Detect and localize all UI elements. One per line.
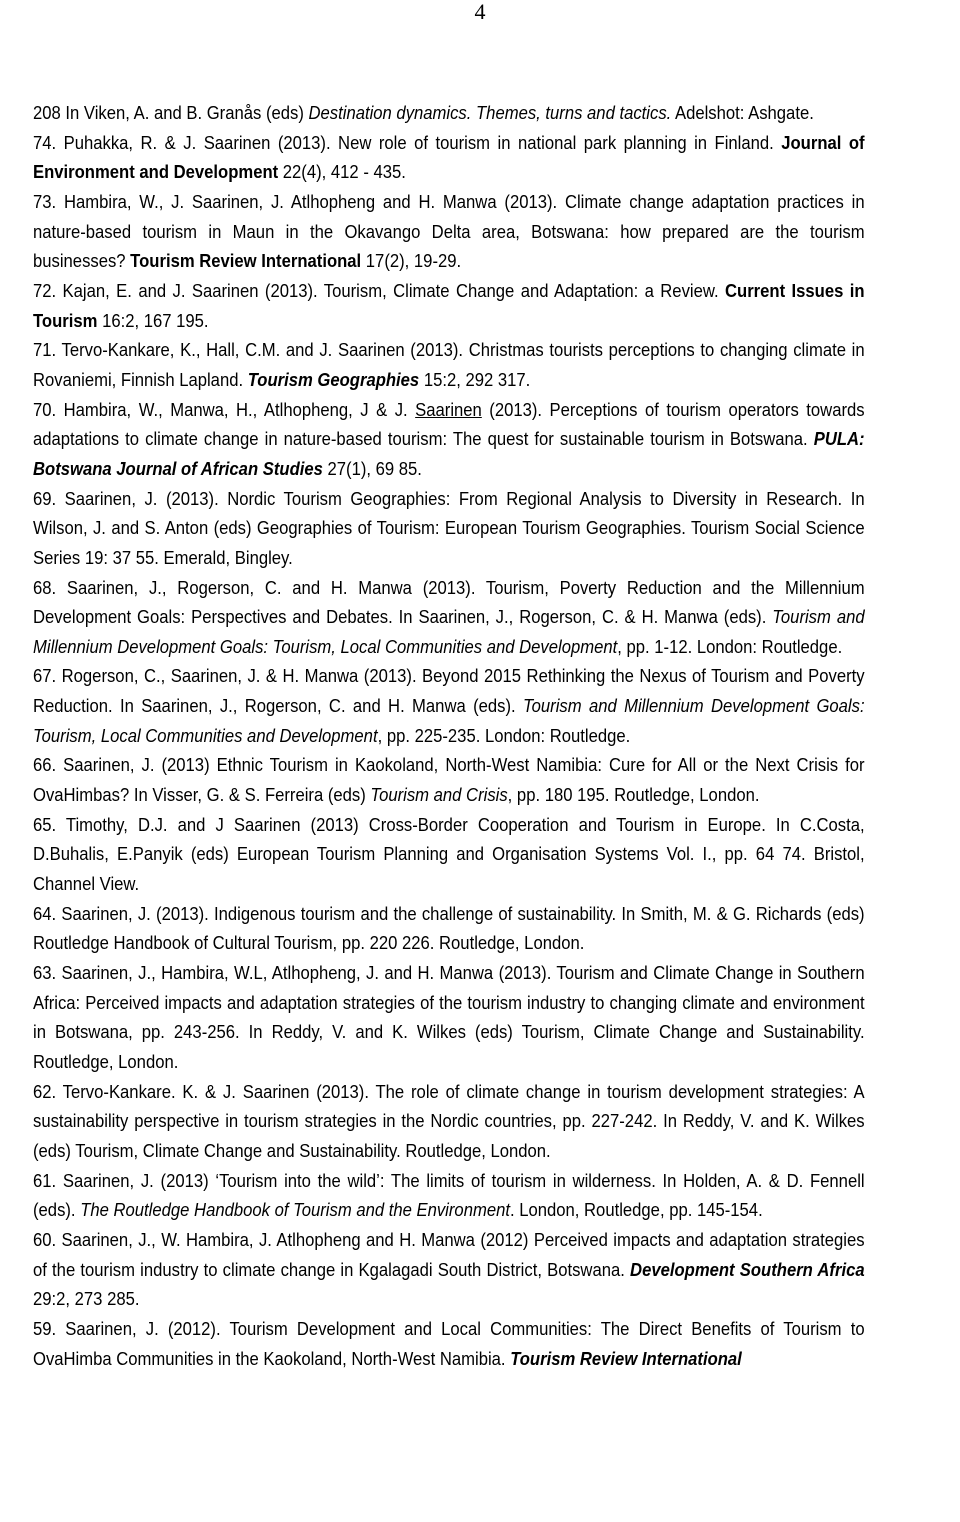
reference-entry [33, 1314, 865, 1373]
reference-text: 15:2, 292 317. [419, 368, 531, 390]
reference-text: 59. Saarinen, J. (2012). Tourism Development and Local Communities: The Direct Benefits of Tourism to OvaHimba Communities in the Kaokoland, North-West Namibia. [33, 1317, 865, 1369]
reference-entry [33, 1225, 865, 1314]
reference-text: 64. Saarinen, J. (2013). Indigenous tourism and the challenge of sustainability. In Smith, M. & G. Richards (eds) Routledge Handbook of Cultural Tourism, pp. 220 226. Routledge, London. [33, 902, 865, 954]
reference-emphasis: Saarinen [415, 398, 482, 420]
reference-entry [33, 395, 865, 484]
reference-emphasis: Tourism and Millennium Development Goals: Tourism, Local Communities and Development [33, 695, 865, 746]
reference-text: 60. Saarinen, J., W. Hambira, J. Atlhopheng and H. Manwa (2012) Perceived impacts and adaptation strategies of the tourism industry to climate change in Kgalagadi South District, Botswana. [33, 1228, 865, 1280]
reference-text: 66. Saarinen, J. (2013) Ethnic Tourism in Kaokoland, North-West Namibia: Cure for All or the Next Crisis for OvaHimbas? In Visser, G. & S. Ferreira (eds) [33, 754, 865, 806]
reference-text: , pp. 180 195. Routledge, London. [507, 784, 760, 806]
reference-entry [33, 958, 865, 1077]
reference-text: 68. Saarinen, J., Rogerson, C. and H. Manwa (2013). Tourism, Poverty Reduction and the Millennium Development Goals: Perspectives and Debates. In Saarinen, J., Rogerson, C. & H. Manwa (eds). [33, 576, 865, 628]
reference-text: , pp. 1-12. London: Routledge. [617, 635, 843, 657]
reference-emphasis: Tourism Review International [510, 1347, 742, 1369]
reference-text: 63. Saarinen, J., Hambira, W.L, Atlhopheng, J. and H. Manwa (2013). Tourism and Climate Change in Southern Africa: Perceived impacts and adaptation strategies of the tourism industry to changing climate and environment in Botswana, pp. 243-256. In Reddy, V. and K. Wilkes (eds) Tourism, Climate Change and Sustainability. Routledge, London. [33, 962, 865, 1072]
reference-text: 29:2, 273 285. [33, 1288, 140, 1310]
reference-emphasis: PULA: Botswana Journal of African Studies [33, 428, 865, 479]
reference-entry [33, 1166, 865, 1225]
reference-text: 65. Timothy, D.J. and J Saarinen (2013) Cross-Border Cooperation and Tourism in Europe. In C.Costa, D.Buhalis, E.Panyik (eds) European Tourism Planning and Organisation Systems Vol. I., pp. 64 74. Bristol, Channel View. [33, 813, 865, 895]
reference-text: (2013). Perceptions of tourism operators towards adaptations to climate change in nature-based tourism: The quest for sustainable tourism in Botswana. [33, 398, 865, 450]
reference-entry [33, 573, 865, 662]
reference-emphasis: Development Southern Africa [630, 1258, 865, 1280]
reference-text: 27(1), 69 85. [322, 457, 422, 479]
reference-emphasis: Journal of Environment and Development [33, 131, 865, 183]
reference-entry [33, 187, 865, 276]
reference-entry [33, 276, 865, 335]
reference-emphasis: Tourism Geographies [247, 368, 420, 390]
reference-entry [33, 484, 865, 573]
reference-text: , pp. 225-235. London: Routledge. [377, 724, 631, 746]
reference-text: 71. Tervo-Kankare, K., Hall, C.M. and J. Saarinen (2013). Christmas tourists perceptions to changing climate in Rovaniemi, Finnish Lapland. [33, 339, 865, 390]
reference-entry [33, 128, 865, 187]
reference-list [33, 98, 865, 1373]
reference-text: 208 In Viken, A. and B. Granås (eds) [33, 102, 309, 123]
reference-entry [33, 810, 865, 899]
reference-text: 67. Rogerson, C., Saarinen, J. & H. Manwa (2013). Beyond 2015 Rethinking the Nexus of Tourism and Poverty Reduction. In Saarinen, J., Rogerson, C. and H. Manwa (eds). [33, 665, 865, 717]
reference-entry [33, 750, 865, 809]
reference-text: 16:2, 167 195. [97, 309, 209, 331]
reference-entry [33, 335, 865, 394]
reference-text: 61. Saarinen, J. (2013) ‘Tourism into the wild’: The limits of tourism in wilderness. In Holden, A. & D. Fennell (eds). [33, 1169, 865, 1221]
reference-text: 72. Kajan, E. and J. Saarinen (2013). Tourism, Climate Change and Adaptation: a Review. [33, 279, 726, 301]
reference-text: Adelshot: Ashgate. [671, 102, 814, 123]
reference-text: 69. Saarinen, J. (2013). Nordic Tourism Geographies: From Regional Analysis to Diversity in Research. In Wilson, J. and S. Anton (eds) Geographies of Tourism: European Tourism Geographies. Tourism Social Science Series 19: 37 55. Emerald, Bingley. [33, 487, 865, 568]
reference-emphasis: Tourism Review International [130, 250, 362, 272]
reference-text: 74. Puhakka, R. & J. Saarinen (2013). New role of tourism in national park planning in Finland. [33, 131, 782, 153]
reference-entry [33, 899, 865, 958]
page-number: 4 [474, 0, 486, 24]
reference-entry [33, 98, 865, 128]
reference-emphasis: The Routledge Handbook of Tourism and the Environment [80, 1199, 510, 1221]
reference-entry [33, 1077, 865, 1166]
reference-emphasis: Tourism and Crisis [370, 784, 508, 806]
reference-text: 17(2), 19-29. [361, 250, 462, 272]
reference-text: . London, Routledge, pp. 145-154. [509, 1199, 763, 1221]
reference-text: 73. Hambira, W., J. Saarinen, J. Atlhopheng and H. Manwa (2013). Climate change adaptation practices in nature-based tourism in Maun in the Okavango Delta area, Botswana: how prepared are the tourism businesses? [33, 190, 865, 272]
reference-entry [33, 661, 865, 750]
reference-emphasis: Tourism and Millennium Development Goals: Tourism, Local Communities and Development [33, 606, 865, 657]
reference-text: 62. Tervo-Kankare. K. & J. Saarinen (2013). The role of climate change in tourism development strategies: A sustainability perspective in tourism strategies in the Nordic countries, pp. 227-242. In Reddy, V. and K. Wilkes (eds) Tourism, Climate Change and Sustainability. Routledge, London. [33, 1080, 865, 1161]
reference-text: 70. Hambira, W., Manwa, H., Atlhopheng, J & J. [33, 398, 416, 420]
reference-emphasis: Destination dynamics. Themes, turns and tactics. [308, 102, 672, 123]
reference-text: 22(4), 412 - 435. [278, 161, 406, 183]
reference-emphasis: Current Issues in Tourism [33, 279, 865, 331]
